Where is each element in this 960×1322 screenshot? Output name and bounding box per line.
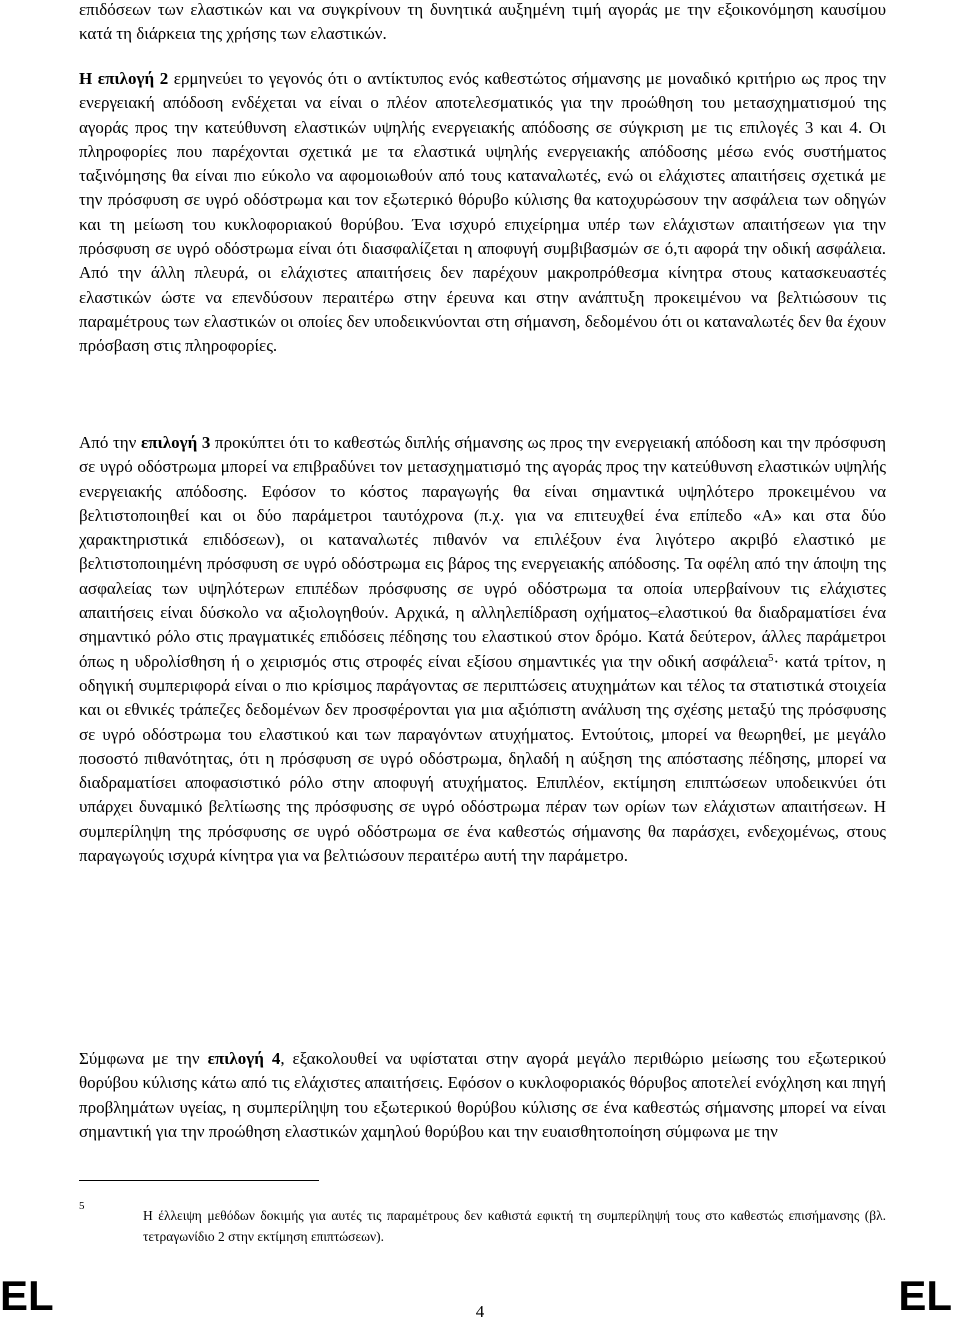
language-code-right: EL (898, 1272, 952, 1319)
footnote-reference: 5 (767, 651, 774, 664)
option-label: Η επιλογή 2 (79, 69, 169, 88)
paragraph-option-3 (79, 431, 886, 868)
paragraph-text: προκύπτει ότι το καθεστώς διπλής σήμανσης ως προς την ενεργειακή απόδοση και την πρόσφυση σε υγρό οδόστρωμα μπορεί να επιβραδύνει τον μετασχηματισμό της αγοράς προς την κατεύθυνση ελαστικών υψηλής ενεργειακής απόδοσης. Εφόσον το κόστος παραγωγής θα είναι σημαντικά υψηλότερο προκειμένου να βελτιστοποιηθεί και οι δύο παράμετροι ταυτόχρονα (π.χ. για να επιτευχθεί ένα επίπεδο «A» και στα δύο χαρακτηριστικά επιδόσεων), οι καταναλωτές πιθανόν να επιλέξουν ένα λιγότερο ακριβό ελαστικό με βελτιστοποιημένη πρόσφυση σε υγρό οδόστρωμα εις βάρος της ενεργειακής απόδοσης. Τα οφέλη από την άποψη της ασφαλείας των υψηλότερων επιπέδων πρόσφυσης σε υγρό οδόστρωμα τα οποία υπερβαίνουν τις ελάχιστες απαιτήσεις είναι δύσκολο να αξιολογηθούν. Αρχικά, η αλληλεπίδραση οχήματος–ελαστικού θα διαδραματίσει ένα σημαντικό ρόλο στις πραγματικές επιδόσεις πέδησης του ελαστικού στον δρόμο. Κατά δεύτερον, άλλες παράμετροι όπως η υδρολίσθηση ή ο χειρισμός στις στροφές είναι εξίσου σημαντικές για την οδική ασφάλεια (79, 433, 886, 671)
paragraph-text: Σύμφωνα με την (79, 1049, 208, 1068)
paragraph-text: , εξακολουθεί να υφίσταται στην αγορά μεγάλο περιθώριο μείωσης του εξωτερικού θορύβου κύλισης κάτω από τις ελάχιστες απαιτήσεις. Εφόσον ο κυκλοφοριακός θόρυβος αποτελεί ενόχληση και πηγή προβλημάτων υγείας, η συμπερίληψη του εξωτερικού θορύβου κύλισης σε ένα καθεστώς σήμανσης μπορεί να είναι σημαντική για την προώθηση ελαστικών χαμηλού θορύβου και την ευαισθητοποίηση σύμφωνα με την (79, 1049, 887, 1141)
footnote-text: Η έλλειψη μεθόδων δοκιμής για αυτές τις παραμέτρους δεν καθιστά εφικτή τη συμπερίληψή τους στο καθεστώς επισήμανσης (βλ. τετραγωνίδιο 2 στην εκτίμηση επιπτώσεων). (143, 1208, 886, 1244)
option-label: επιλογή 4 (207, 1049, 281, 1068)
page-number: 4 (475, 1302, 485, 1321)
paragraph-option-2 (79, 67, 886, 359)
paragraph-intro (79, 0, 886, 47)
paragraph-text: ερμηνεύει το γεγονός ότι ο αντίκτυπος ενός καθεστώτος σήμανσης με μοναδικό κριτήριο ως προς την ενεργειακή απόδοση ενδέχεται να είναι ο πλέον αποτελεσματικός για την προώθηση του μετασχηματισμού της αγοράς προς την κατεύθυνση ελαστικών υψηλής ενεργειακής απόδοσης σε σύγκριση με τις επιλογές 3 και 4. Οι πληροφορίες που παρέχονται σχετικά με τα ελαστικά υψηλής ενεργειακής απόδοσης μέσω ενός συστήματος ταξινόμησης θα είναι πιο εύκολο να αφομοιωθούν από τους καταναλωτές, ενώ οι ελάχιστες απαιτήσεις σχετικά με την πρόσφυση σε υγρό οδόστρωμα και τον εξωτερικό θόρυβο κύλισης θα κατοχυρώσουν την ασφάλεια των οδηγών και τη μείωση του κυκλοφοριακού θορύβου. Ένα ισχυρό επιχείρημα υπέρ των ελάχιστων απαιτήσεων για την πρόσφυση σε υγρό οδόστρωμα είναι ότι διασφαλίζεται η αποφυγή συμβιβασμών σε ό,τι αφορά την οδική ασφάλεια. Από την άλλη πλευρά, οι ελάχιστες απαιτήσεις δεν παρέχουν μακροπρόθεσμα κίνητρα στους κατασκευαστές ελαστικών ώστε να επενδύσουν περαιτέρω στην έρευνα και στην ανάπτυξη προκειμένου να βελτιώσουν τις παραμέτρους των ελαστικών οι οποίες δεν υποδεικνύονται στη σήμανση, δεδομένου ότι οι καταναλωτές δεν θα έχουν πρόσβαση στις πληροφορίες. (79, 69, 887, 356)
footnote-separator (79, 1180, 319, 1181)
footnote-mark: 5 (79, 1200, 85, 1212)
language-code-left: EL (0, 1272, 54, 1319)
paragraph-text: Από την (79, 433, 141, 452)
paragraph-text: επιδόσεων των ελαστικών και να συγκρίνουν τη δυνητικά αυξημένη τιμή αγοράς με την εξοικονόμηση καυσίμου κατά τη διάρκεια της χρήσης των ελαστικών. (79, 0, 886, 44)
paragraph-text: · κατά τρίτον, η οδηγική συμπεριφορά είναι ο πιο κρίσιμος παράγοντας σε περιπτώσεις ατυχημάτων και τέλος τα στατιστικά στοιχεία και οι εθνικές τράπεζες δεδομένων δεν προσφέρονται για μια αξιόπιστη ανάλυση της σχέσης μεταξύ της πρόσφυσης σε υγρό οδόστρωμα του ελαστικού και των παραγόντων ατυχήματος. Εντούτοις, μπορεί να θεωρηθεί, με μεγάλο ποσοστό πιθανότητας, ότι η πρόσφυση σε υγρό οδόστρωμα, δηλαδή η αύξηση της απόστασης πέδησης, μπορεί να διαδραματίσει αποφασιστικό ρόλο στην αποφυγή ατυχήματος. Επιπλέον, εκτίμηση επιπτώσεων υποδεικνύει ότι υπάρχει δυναμικό βελτίωσης της πρόσφυσης σε υγρό οδόστρωμα πέραν των ορίων των ελάχιστων απαιτήσεων. Η συμπερίληψη της πρόσφυσης σε υγρό οδόστρωμα σε ένα καθεστώς σήμανσης θα παράσχει, ενδεχομένως, στους παραγωγούς ισχυρά κίνητρα για να βελτιώσουν περαιτέρω αυτή την παράμετρο. (79, 651, 886, 866)
paragraph-option-4 (79, 1047, 886, 1144)
option-label: επιλογή 3 (140, 433, 211, 452)
